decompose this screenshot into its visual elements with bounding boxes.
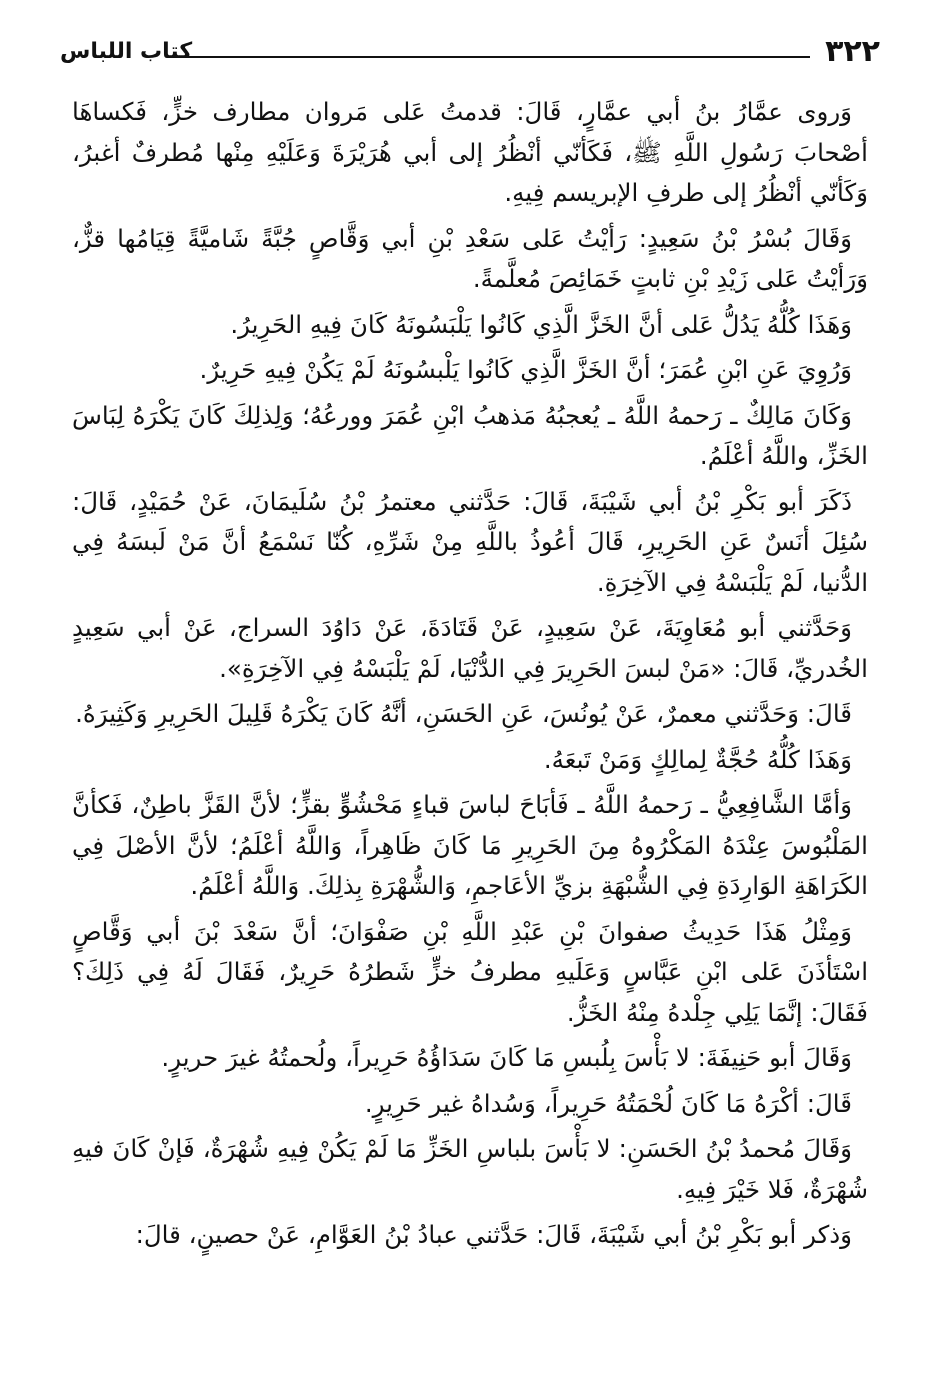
paragraph: قَالَ: وَحَدَّثني معمرٌ، عَنْ يُونُسَ، عَنِ الحَسَنِ، أنَّهُ كَانَ يَكْرَهُ قَلِيلَ الحَرِيرِ وَكَثِيرَهُ.: [75, 699, 852, 728]
paragraph: وَهَذَا كُلُّهُ حُجَّةٌ لِمالِكٍ وَمَنْ تَبعَهُ.: [543, 744, 852, 774]
header-rule: [170, 56, 810, 58]
page-number: ٣٢٢: [825, 34, 880, 69]
paragraph: وَمِثْلُ هَذَا حَدِيثُ صفوانَ بْنِ عَبْدِ اللَّهِ بْنِ صَفْوَانَ؛ أنَّ سَعْدَ بْنَ أبي وَقَّاصٍ اسْتَأذَنَ عَلى ابْنِ عَبَّاسٍ وَعَلَيهِ مطرفُ خزٍّ شَطرُهُ حَرِيرٌ، فَقَالَ لَهُ فِي ذَلِكَ؟ فَقَالَ: إنَّمَا يَلِي جِلْدهُ مِنْهُ الخَزُّ.: [72, 916, 868, 1027]
book-title: كتاب اللباس: [60, 39, 193, 64]
paragraph: وَحَدَّثني أبو مُعَاوِيَةَ، عَنْ سَعِيدٍ، عَنْ قَتَادَةَ، عَنْ دَاوُدَ السراج، عَنْ أبي سَعِيدٍ الخُدريِّ، قَالَ: «مَنْ لبسَ الحَرِيرَ فِي الدُّنْيَا، لَمْ يَلْبَسْهُ فِي الآخِرَةِ».: [72, 613, 868, 683]
paragraph: ذَكَرَ أبو بَكْرِ بْنُ أبي شَيْبَةَ، قَالَ: حَدَّثني معتمرُ بْنُ سُلَيمَانَ، عَنْ حُمَيْدٍ، قَالَ: سُئِلَ أنَسٌ عَنِ الحَرِيرِ، قَالَ أعُوذُ باللَّهِ مِنْ شَرِّهِ، كُنّا نَسْمَعُ أنَّ مَنْ لَبسَهُ فِي الدُّنيا، لَمْ يَلْبَسْهُ فِي الآخِرَةِ.: [72, 486, 868, 597]
paragraph: وَرُوِيَ عَنِ ابْنِ عُمَرَ؛ أنَّ الخَزَّ الَّذِي كَانُوا يَلْبسُونَهُ لَمْ يَكُنْ فِيهِ حَرِيرٌ.: [199, 355, 852, 384]
paragraph: وَأمَّا الشَّافِعِيُّ ـ رَحمهُ اللَّهُ ـ فَأبَاحَ لباسَ قباءٍ مَحْشُوٍّ بقزٍّ؛ لأنَّ القَزَّ باطِنٌ، فَكأنَّ المَلْبُوسَ عِنْدَهُ المَكْرُوهُ مِنَ الحَرِيرِ مَا كَانَ ظَاهِراً، وَاللَّهُ أعْلَمُ؛ لأنَّ الأصْلَ فِي الكَرَاهَةِ الوَارِدَةِ فِي الشُّبْهَةِ بزيِّ الأعَاجمِ، وَالشُّهْرَةِ بِذلِكَ. وَاللَّهُ أعْلَمُ.: [72, 790, 868, 900]
paragraph: وَهَذَا كُلُّهُ يَدُلُّ عَلى أنَّ الخَزَّ الَّذِي كَانُوا يَلْبَسُونَهُ كَانَ فِيهِ الحَرِيرُ.: [230, 309, 852, 339]
page-body: [72, 92, 868, 1261]
page-header: [60, 32, 880, 72]
paragraph: وَقَالَ مُحمدُ بْنُ الحَسَنِ: لا بَأْسَ بلباسِ الخَزِّ مَا لَمْ يَكُنْ فِيهِ شُهْرَةٌ، فَإنْ كَانَ فيهِ شُهْرَةٌ، فَلا خَيْرَ فِيهِ.: [72, 1134, 868, 1204]
paragraph: وَروى عمَّارُ بنُ أبي عمَّارٍ، قَالَ: قدمتُ عَلى مَروان مطارف خزٍّ، فَكساهَا أصْحابَ رَسُولِ اللَّهِ ﷺ، فَكَأنّي أنْظُرُ إلى أبي هُرَيْرَةَ وَعَلَيْهِ مِنْها مُطرفٌ أغبرُ، وَكَأنّي أنْظُرُ إلى طرفِ الإبريسم فِيهِ.: [72, 97, 868, 207]
paragraph: وَقَالَ أبو حَنِيفَةَ: لا بَأْسَ بِلُبسِ مَا كَانَ سَدَاؤُهُ حَرِيراً، ولُحمتُهُ غيرَ حريرٍ.: [161, 1043, 852, 1072]
paragraph: وَقَالَ بُسْرُ بْنُ سَعِيدٍ: رَأيْتُ عَلى سَعْدِ بْنِ أبي وَقَّاصٍ جُبَّةً شَاميَّةً قِيَامُها قزٌّ، وَرَأيْتُ عَلى زَيْدِ بْنِ ثابتٍ خَمَائِصَ مُعلَّمةً.: [72, 223, 868, 293]
paragraph: وَذكر أبو بَكْرِ بْنُ أبي شَيْبَةَ، قَالَ: حَدَّثني عبادُ بْنُ العَوَّامِ، عَنْ حصينٍ، قالَ:: [135, 1220, 852, 1249]
paragraph: وَكَانَ مَالِكٌ ـ رَحمهُ اللَّهُ ـ يُعجبُهُ مَذهبُ ابْنِ عُمَرَ وورعُهُ؛ وَلِذلِكَ كَانَ يَكْرَهُ لِبَاسَ الخَزِّ، واللَّهُ أعْلَمُ.: [72, 400, 868, 470]
paragraph: قَالَ: أكْرَهُ مَا كَانَ لُحْمَتُهُ حَرِيراً، وَسُداهُ غير حَرِيرٍ.: [364, 1088, 852, 1118]
